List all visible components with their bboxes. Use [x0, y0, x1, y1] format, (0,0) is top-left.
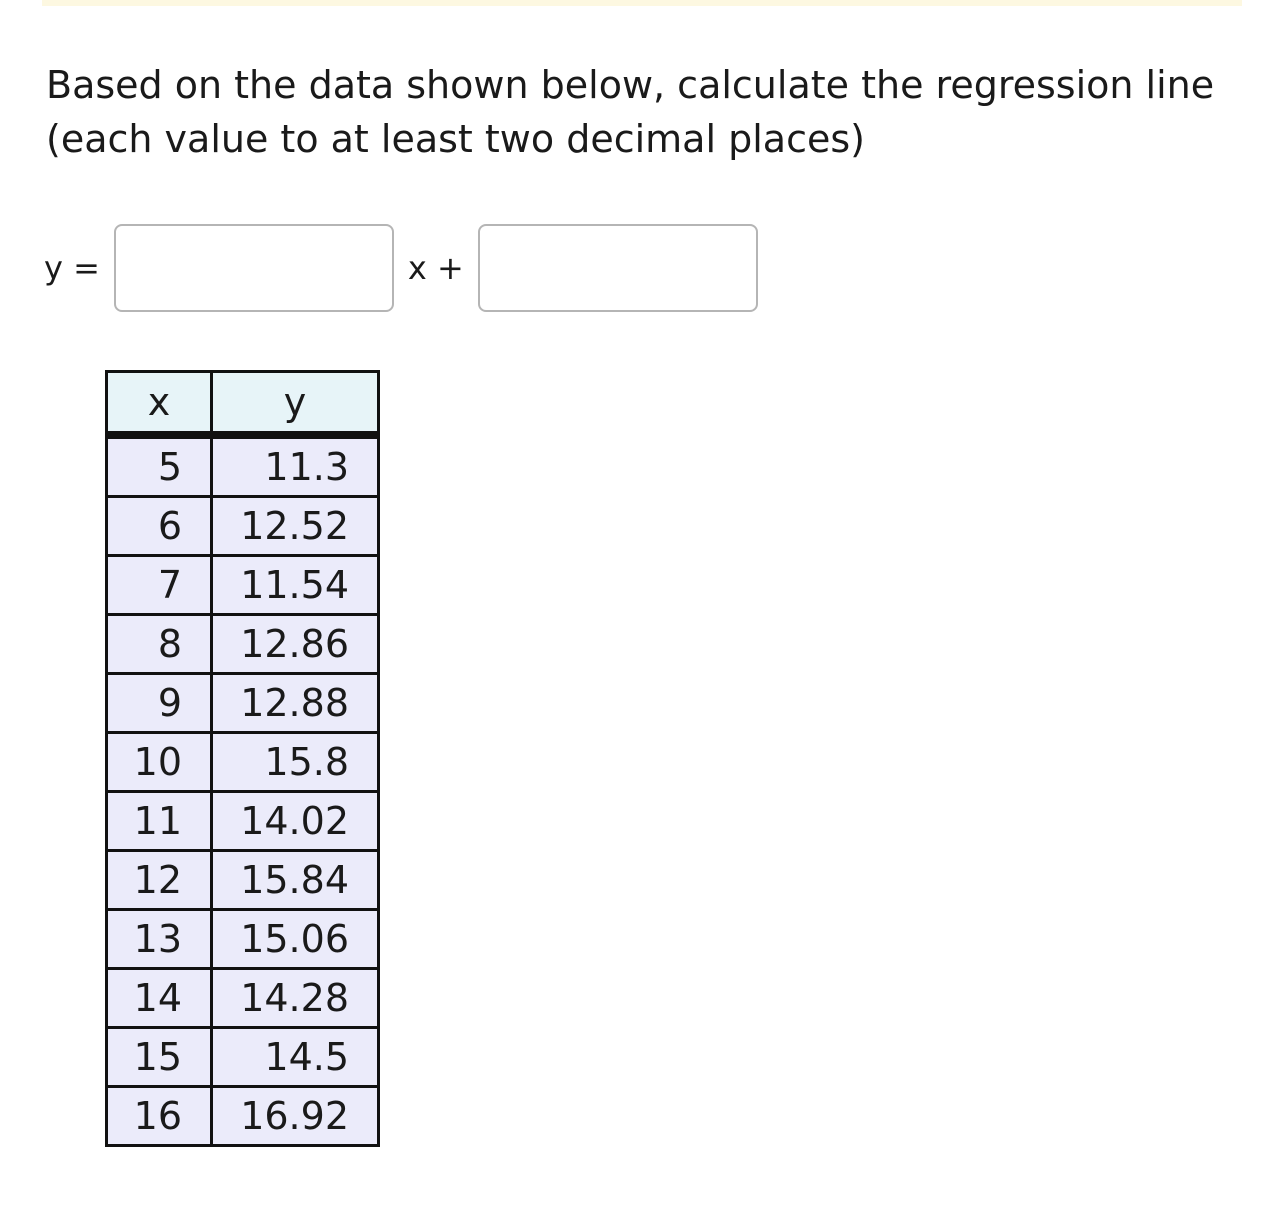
y-cell: 16.92: [212, 1087, 379, 1146]
intercept-input[interactable]: [478, 224, 758, 312]
y-cell: 14.5: [212, 1028, 379, 1087]
table-row: [107, 674, 379, 733]
y-cell: 12.52: [212, 497, 379, 556]
y-cell: 15.8: [212, 733, 379, 792]
y-cell: 14.02: [212, 792, 379, 851]
x-cell: 8: [107, 615, 212, 674]
table-row: [107, 435, 379, 497]
table-row: [107, 615, 379, 674]
x-cell: 7: [107, 556, 212, 615]
table-row: [107, 1087, 379, 1146]
column-header-x: x: [107, 372, 212, 436]
x-cell: 13: [107, 910, 212, 969]
table-row: [107, 969, 379, 1028]
table-row: [107, 851, 379, 910]
x-cell: 6: [107, 497, 212, 556]
x-cell: 10: [107, 733, 212, 792]
y-cell: 11.3: [212, 435, 379, 497]
table-row: [107, 497, 379, 556]
table-row: [107, 1028, 379, 1087]
x-cell: 12: [107, 851, 212, 910]
x-cell: 14: [107, 969, 212, 1028]
y-cell: 11.54: [212, 556, 379, 615]
y-cell: 15.84: [212, 851, 379, 910]
table-row: [107, 733, 379, 792]
x-cell: 15: [107, 1028, 212, 1087]
column-header-y: y: [212, 372, 379, 436]
table-row: [107, 792, 379, 851]
y-cell: 12.86: [212, 615, 379, 674]
data-table: [105, 370, 380, 1147]
question-text: Based on the data shown below, calculate the regression line (each value to at least two decimal places): [46, 63, 1215, 161]
top-banner: [42, 0, 1242, 6]
y-cell: 15.06: [212, 910, 379, 969]
slope-input[interactable]: [114, 224, 394, 312]
y-cell: 12.88: [212, 674, 379, 733]
table-row: [107, 910, 379, 969]
equation-x-plus-label: x +: [407, 249, 464, 287]
regression-equation: [44, 224, 758, 312]
x-cell: 16: [107, 1087, 212, 1146]
table-row: [107, 556, 379, 615]
x-cell: 11: [107, 792, 212, 851]
x-cell: 9: [107, 674, 212, 733]
x-cell: 5: [107, 435, 212, 497]
table-header-row: [107, 372, 379, 436]
y-cell: 14.28: [212, 969, 379, 1028]
equation-lhs-label: y =: [44, 249, 100, 287]
